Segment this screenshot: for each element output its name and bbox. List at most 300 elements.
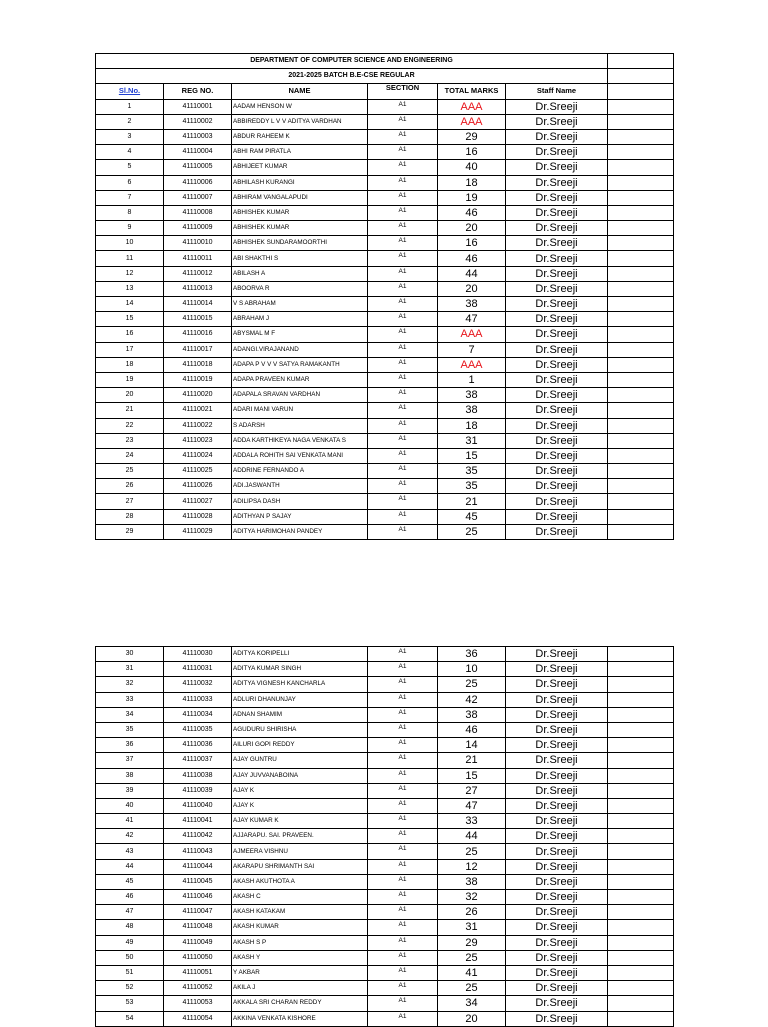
empty-cell <box>608 433 674 448</box>
table-row <box>96 190 674 205</box>
empty-cell <box>608 236 674 251</box>
reg-no-cell: 41110035 <box>164 722 232 737</box>
column-header-name: NAME <box>232 84 368 99</box>
name-cell: ABHIJEET KUMAR <box>232 160 368 175</box>
name-cell: Y AKBAR <box>232 965 368 980</box>
sl-no-cell: 48 <box>96 920 164 935</box>
reg-no-cell: 41110045 <box>164 874 232 889</box>
table-row <box>96 920 674 935</box>
staff-name-cell: Dr.Sreeji <box>506 433 608 448</box>
name-cell: AJJARAPU. SAI. PRAVEEN. <box>232 829 368 844</box>
name-cell: ABYSMAL M F <box>232 327 368 342</box>
section-cell: A1 <box>368 266 438 281</box>
reg-no-cell: 41110002 <box>164 114 232 129</box>
section-cell: A1 <box>368 798 438 813</box>
sl-no-cell: 19 <box>96 372 164 387</box>
section-cell: A1 <box>368 844 438 859</box>
name-cell: AJAY GUNTRU <box>232 753 368 768</box>
empty-cell <box>608 890 674 905</box>
sl-no-cell: 35 <box>96 722 164 737</box>
empty-cell <box>608 738 674 753</box>
section-cell: A1 <box>368 783 438 798</box>
section-cell: A1 <box>368 647 438 662</box>
total-marks-cell: 20 <box>438 221 506 236</box>
reg-no-cell: 41110029 <box>164 524 232 539</box>
total-marks-cell: 45 <box>438 509 506 524</box>
total-marks-cell: 21 <box>438 753 506 768</box>
table-row <box>96 357 674 372</box>
empty-cell <box>608 342 674 357</box>
reg-no-cell: 41110017 <box>164 342 232 357</box>
table-row <box>96 950 674 965</box>
staff-name-cell: Dr.Sreeji <box>506 783 608 798</box>
staff-name-cell: Dr.Sreeji <box>506 403 608 418</box>
staff-name-cell: Dr.Sreeji <box>506 312 608 327</box>
table-row <box>96 160 674 175</box>
reg-no-cell: 41110018 <box>164 357 232 372</box>
reg-no-cell: 41110054 <box>164 1011 232 1026</box>
name-cell: ADDA KARTHIKEYA NAGA VENKATA S <box>232 433 368 448</box>
reg-no-cell: 41110051 <box>164 965 232 980</box>
staff-name-cell: Dr.Sreeji <box>506 281 608 296</box>
total-marks-cell: 18 <box>438 418 506 433</box>
empty-cell <box>608 327 674 342</box>
empty-cell <box>608 707 674 722</box>
sl-no-cell: 52 <box>96 981 164 996</box>
section-cell: A1 <box>368 190 438 205</box>
empty-cell <box>608 372 674 387</box>
name-cell: ABRAHAM J <box>232 312 368 327</box>
reg-no-cell: 41110049 <box>164 935 232 950</box>
name-cell: ABI SHAKTHI S <box>232 251 368 266</box>
name-cell: ADANGI.VIRAJANAND <box>232 342 368 357</box>
staff-name-cell: Dr.Sreeji <box>506 357 608 372</box>
total-marks-cell: 14 <box>438 738 506 753</box>
name-cell: ADI.JASWANTH <box>232 479 368 494</box>
section-cell: A1 <box>368 464 438 479</box>
reg-no-cell: 41110036 <box>164 738 232 753</box>
section-cell: A1 <box>368 814 438 829</box>
total-marks-cell: 46 <box>438 722 506 737</box>
total-marks-cell: 38 <box>438 707 506 722</box>
reg-no-cell: 41110039 <box>164 783 232 798</box>
section-cell: A1 <box>368 99 438 114</box>
staff-name-cell: Dr.Sreeji <box>506 342 608 357</box>
total-marks-cell: 38 <box>438 388 506 403</box>
reg-no-cell: 41110024 <box>164 448 232 463</box>
empty-cell <box>608 874 674 889</box>
name-cell: ABHISHEK KUMAR <box>232 205 368 220</box>
table-row <box>96 266 674 281</box>
empty-cell <box>608 479 674 494</box>
sl-no-cell: 42 <box>96 829 164 844</box>
staff-name-cell: Dr.Sreeji <box>506 129 608 144</box>
table-row <box>96 388 674 403</box>
name-cell: V S ABRAHAM <box>232 297 368 312</box>
reg-no-cell: 41110023 <box>164 433 232 448</box>
reg-no-cell: 41110046 <box>164 890 232 905</box>
empty-cell <box>608 509 674 524</box>
staff-name-cell: Dr.Sreeji <box>506 677 608 692</box>
section-cell: A1 <box>368 403 438 418</box>
reg-no-cell: 41110026 <box>164 479 232 494</box>
staff-name-cell: Dr.Sreeji <box>506 996 608 1011</box>
empty-cell <box>608 266 674 281</box>
empty-cell <box>608 829 674 844</box>
section-cell: A1 <box>368 433 438 448</box>
name-cell: ABILASH A <box>232 266 368 281</box>
staff-name-cell: Dr.Sreeji <box>506 388 608 403</box>
section-cell: A1 <box>368 1011 438 1026</box>
reg-no-cell: 41110010 <box>164 236 232 251</box>
empty-cell <box>608 494 674 509</box>
staff-name-cell: Dr.Sreeji <box>506 175 608 190</box>
table-row <box>96 524 674 539</box>
empty-cell <box>608 981 674 996</box>
empty-cell <box>608 935 674 950</box>
name-cell: AJAY K <box>232 783 368 798</box>
sl-no-cell: 23 <box>96 433 164 448</box>
reg-no-cell: 41110005 <box>164 160 232 175</box>
sl-no-cell: 31 <box>96 662 164 677</box>
empty-cell <box>608 403 674 418</box>
table-row <box>96 509 674 524</box>
empty-cell <box>608 418 674 433</box>
sl-no-cell: 13 <box>96 281 164 296</box>
section-cell: A1 <box>368 524 438 539</box>
table-row <box>96 251 674 266</box>
total-marks-cell: 16 <box>438 236 506 251</box>
empty-cell <box>608 297 674 312</box>
reg-no-cell: 41110025 <box>164 464 232 479</box>
empty-cell <box>608 692 674 707</box>
total-marks-cell: 25 <box>438 950 506 965</box>
name-cell: ABHISHEK KUMAR <box>232 221 368 236</box>
total-marks-cell: AAA <box>438 114 506 129</box>
name-cell: ADAPALA SRAVAN VARDHAN <box>232 388 368 403</box>
reg-no-cell: 41110032 <box>164 677 232 692</box>
total-marks-cell: 21 <box>438 494 506 509</box>
empty-cell <box>608 312 674 327</box>
staff-name-cell: Dr.Sreeji <box>506 418 608 433</box>
section-cell: A1 <box>368 129 438 144</box>
column-header-reg-no: REG NO. <box>164 84 232 99</box>
total-marks-cell: 29 <box>438 935 506 950</box>
reg-no-cell: 41110027 <box>164 494 232 509</box>
section-cell: A1 <box>368 996 438 1011</box>
staff-name-cell: Dr.Sreeji <box>506 479 608 494</box>
empty-cell <box>608 54 674 69</box>
section-cell: A1 <box>368 981 438 996</box>
total-marks-cell: 44 <box>438 266 506 281</box>
sl-no-cell: 51 <box>96 965 164 980</box>
staff-name-cell: Dr.Sreeji <box>506 707 608 722</box>
total-marks-cell: 26 <box>438 905 506 920</box>
sl-no-cell: 32 <box>96 677 164 692</box>
table-row <box>96 692 674 707</box>
total-marks-cell: 10 <box>438 662 506 677</box>
table-row <box>96 890 674 905</box>
section-cell: A1 <box>368 874 438 889</box>
staff-name-cell: Dr.Sreeji <box>506 205 608 220</box>
section-cell: A1 <box>368 418 438 433</box>
empty-cell <box>608 69 674 84</box>
section-cell: A1 <box>368 251 438 266</box>
reg-no-cell: 41110020 <box>164 388 232 403</box>
table-row <box>96 99 674 114</box>
name-cell: ADAPA P V V V SATYA RAMAKANTH <box>232 357 368 372</box>
name-cell: AKASH Y <box>232 950 368 965</box>
empty-cell <box>608 145 674 160</box>
section-cell: A1 <box>368 935 438 950</box>
name-cell: ABDUR RAHEEM K <box>232 129 368 144</box>
section-cell: A1 <box>368 297 438 312</box>
staff-name-cell: Dr.Sreeji <box>506 190 608 205</box>
reg-no-cell: 41110052 <box>164 981 232 996</box>
staff-name-cell: Dr.Sreeji <box>506 890 608 905</box>
staff-name-cell: Dr.Sreeji <box>506 753 608 768</box>
staff-name-cell: Dr.Sreeji <box>506 327 608 342</box>
reg-no-cell: 41110001 <box>164 99 232 114</box>
staff-name-cell: Dr.Sreeji <box>506 722 608 737</box>
total-marks-cell: 46 <box>438 251 506 266</box>
reg-no-cell: 41110006 <box>164 175 232 190</box>
staff-name-cell: Dr.Sreeji <box>506 494 608 509</box>
table-row <box>96 935 674 950</box>
section-cell: A1 <box>368 205 438 220</box>
name-cell: AKASH AKUTHOTA A <box>232 874 368 889</box>
empty-cell <box>608 84 674 99</box>
section-cell: A1 <box>368 722 438 737</box>
sl-no-cell: 10 <box>96 236 164 251</box>
staff-name-cell: Dr.Sreeji <box>506 647 608 662</box>
section-cell: A1 <box>368 357 438 372</box>
section-cell: A1 <box>368 372 438 387</box>
total-marks-cell: 29 <box>438 129 506 144</box>
table-row <box>96 418 674 433</box>
empty-cell <box>608 920 674 935</box>
section-cell: A1 <box>368 829 438 844</box>
section-cell: A1 <box>368 920 438 935</box>
sl-no-cell: 41 <box>96 814 164 829</box>
sl-no-cell: 16 <box>96 327 164 342</box>
name-cell: AJMEERA VISHNU <box>232 844 368 859</box>
table-row <box>96 236 674 251</box>
name-cell: ABOORVA R <box>232 281 368 296</box>
total-marks-cell: 31 <box>438 433 506 448</box>
section-cell: A1 <box>368 145 438 160</box>
staff-name-cell: Dr.Sreeji <box>506 935 608 950</box>
staff-name-cell: Dr.Sreeji <box>506 221 608 236</box>
total-marks-cell: 31 <box>438 920 506 935</box>
table-row <box>96 297 674 312</box>
reg-no-cell: 41110012 <box>164 266 232 281</box>
table-row <box>96 905 674 920</box>
reg-no-cell: 41110004 <box>164 145 232 160</box>
reg-no-cell: 41110007 <box>164 190 232 205</box>
empty-cell <box>608 357 674 372</box>
section-cell: A1 <box>368 448 438 463</box>
section-cell: A1 <box>368 753 438 768</box>
name-cell: ABHI RAM PIRATLA <box>232 145 368 160</box>
total-marks-cell: 47 <box>438 798 506 813</box>
sl-no-cell: 27 <box>96 494 164 509</box>
sl-no-cell: 15 <box>96 312 164 327</box>
section-cell: A1 <box>368 950 438 965</box>
total-marks-cell: 16 <box>438 145 506 160</box>
section-cell: A1 <box>368 160 438 175</box>
total-marks-cell: AAA <box>438 99 506 114</box>
staff-name-cell: Dr.Sreeji <box>506 738 608 753</box>
staff-name-cell: Dr.Sreeji <box>506 524 608 539</box>
empty-cell <box>608 99 674 114</box>
name-cell: ADAPA PRAVEEN KUMAR <box>232 372 368 387</box>
empty-cell <box>608 221 674 236</box>
table-row <box>96 494 674 509</box>
section-cell: A1 <box>368 890 438 905</box>
sl-no-cell: 54 <box>96 1011 164 1026</box>
section-cell: A1 <box>368 768 438 783</box>
sl-no-cell: 20 <box>96 388 164 403</box>
sl-no-cell: 30 <box>96 647 164 662</box>
column-header-section: SECTION <box>368 84 438 99</box>
name-cell: AADAM HENSON W <box>232 99 368 114</box>
section-cell: A1 <box>368 494 438 509</box>
table-row <box>96 981 674 996</box>
name-cell: AKKALA SRI CHARAN REDDY <box>232 996 368 1011</box>
name-cell: S ADARSH <box>232 418 368 433</box>
total-marks-cell: 38 <box>438 874 506 889</box>
reg-no-cell: 41110021 <box>164 403 232 418</box>
total-marks-cell: 15 <box>438 448 506 463</box>
total-marks-cell: 32 <box>438 890 506 905</box>
table-row <box>96 114 674 129</box>
section-cell: A1 <box>368 662 438 677</box>
total-marks-cell: 12 <box>438 859 506 874</box>
section-cell: A1 <box>368 692 438 707</box>
total-marks-cell: 38 <box>438 297 506 312</box>
section-cell: A1 <box>368 221 438 236</box>
reg-no-cell: 41110008 <box>164 205 232 220</box>
empty-cell <box>608 251 674 266</box>
sl-no-cell: 34 <box>96 707 164 722</box>
table-row <box>96 996 674 1011</box>
name-cell: ADNAN SHAMIM <box>232 707 368 722</box>
staff-name-cell: Dr.Sreeji <box>506 981 608 996</box>
name-cell: AGUDURU SHIRISHA <box>232 722 368 737</box>
table-row <box>96 145 674 160</box>
table-row <box>96 327 674 342</box>
staff-name-cell: Dr.Sreeji <box>506 236 608 251</box>
staff-name-cell: Dr.Sreeji <box>506 160 608 175</box>
total-marks-cell: 40 <box>438 160 506 175</box>
sl-no-cell: 38 <box>96 768 164 783</box>
name-cell: ADILIPSA DASH <box>232 494 368 509</box>
table-row <box>96 707 674 722</box>
total-marks-cell: 25 <box>438 677 506 692</box>
name-cell: AKASH C <box>232 890 368 905</box>
table-row <box>96 844 674 859</box>
name-cell: ADDALA ROHITH SAI VENKATA MANI <box>232 448 368 463</box>
reg-no-cell: 41110047 <box>164 905 232 920</box>
empty-cell <box>608 905 674 920</box>
name-cell: AJAY KUMAR K <box>232 814 368 829</box>
staff-name-cell: Dr.Sreeji <box>506 874 608 889</box>
reg-no-cell: 41110048 <box>164 920 232 935</box>
reg-no-cell: 41110003 <box>164 129 232 144</box>
marks-table-page-2 <box>95 646 674 1027</box>
name-cell: AKASH KUMAR <box>232 920 368 935</box>
empty-cell <box>608 388 674 403</box>
empty-cell <box>608 160 674 175</box>
reg-no-cell: 41110028 <box>164 509 232 524</box>
total-marks-cell: 25 <box>438 981 506 996</box>
staff-name-cell: Dr.Sreeji <box>506 844 608 859</box>
empty-cell <box>608 783 674 798</box>
name-cell: ADITYA VIGNESH KANCHARLA <box>232 677 368 692</box>
staff-name-cell: Dr.Sreeji <box>506 99 608 114</box>
reg-no-cell: 41110031 <box>164 662 232 677</box>
name-cell: AJAY JUVVANABOINA <box>232 768 368 783</box>
sl-no-cell: 46 <box>96 890 164 905</box>
empty-cell <box>608 996 674 1011</box>
sl-no-cell: 11 <box>96 251 164 266</box>
reg-no-cell: 41110033 <box>164 692 232 707</box>
table-row <box>96 965 674 980</box>
name-cell: ADLURI DHANUNJAY <box>232 692 368 707</box>
reg-no-cell: 41110014 <box>164 297 232 312</box>
total-marks-cell: AAA <box>438 357 506 372</box>
name-cell: AKKINA VENKATA KISHORE <box>232 1011 368 1026</box>
marks-table-page-1 <box>95 53 674 540</box>
name-cell: AKASH S P <box>232 935 368 950</box>
name-cell: AKASH KATAKAM <box>232 905 368 920</box>
sl-no-cell: 5 <box>96 160 164 175</box>
table-row <box>96 433 674 448</box>
total-marks-cell: 27 <box>438 783 506 798</box>
reg-no-cell: 41110041 <box>164 814 232 829</box>
staff-name-cell: Dr.Sreeji <box>506 905 608 920</box>
sl-no-cell: 24 <box>96 448 164 463</box>
empty-cell <box>608 175 674 190</box>
reg-no-cell: 41110038 <box>164 768 232 783</box>
total-marks-cell: 18 <box>438 175 506 190</box>
reg-no-cell: 41110019 <box>164 372 232 387</box>
table-row <box>96 464 674 479</box>
sl-no-cell: 6 <box>96 175 164 190</box>
staff-name-cell: Dr.Sreeji <box>506 266 608 281</box>
total-marks-cell: 35 <box>438 479 506 494</box>
reg-no-cell: 41110022 <box>164 418 232 433</box>
sl-no-cell: 47 <box>96 905 164 920</box>
empty-cell <box>608 722 674 737</box>
section-cell: A1 <box>368 905 438 920</box>
sl-no-cell: 9 <box>96 221 164 236</box>
sl-no-cell: 33 <box>96 692 164 707</box>
table-row <box>96 647 674 662</box>
reg-no-cell: 41110015 <box>164 312 232 327</box>
total-marks-cell: 46 <box>438 205 506 220</box>
staff-name-cell: Dr.Sreeji <box>506 251 608 266</box>
staff-name-cell: Dr.Sreeji <box>506 662 608 677</box>
reg-no-cell: 41110009 <box>164 221 232 236</box>
name-cell: ADITHYAN P SAJAY <box>232 509 368 524</box>
total-marks-cell: 15 <box>438 768 506 783</box>
sl-no-cell: 43 <box>96 844 164 859</box>
empty-cell <box>608 129 674 144</box>
reg-no-cell: 41110030 <box>164 647 232 662</box>
staff-name-cell: Dr.Sreeji <box>506 509 608 524</box>
